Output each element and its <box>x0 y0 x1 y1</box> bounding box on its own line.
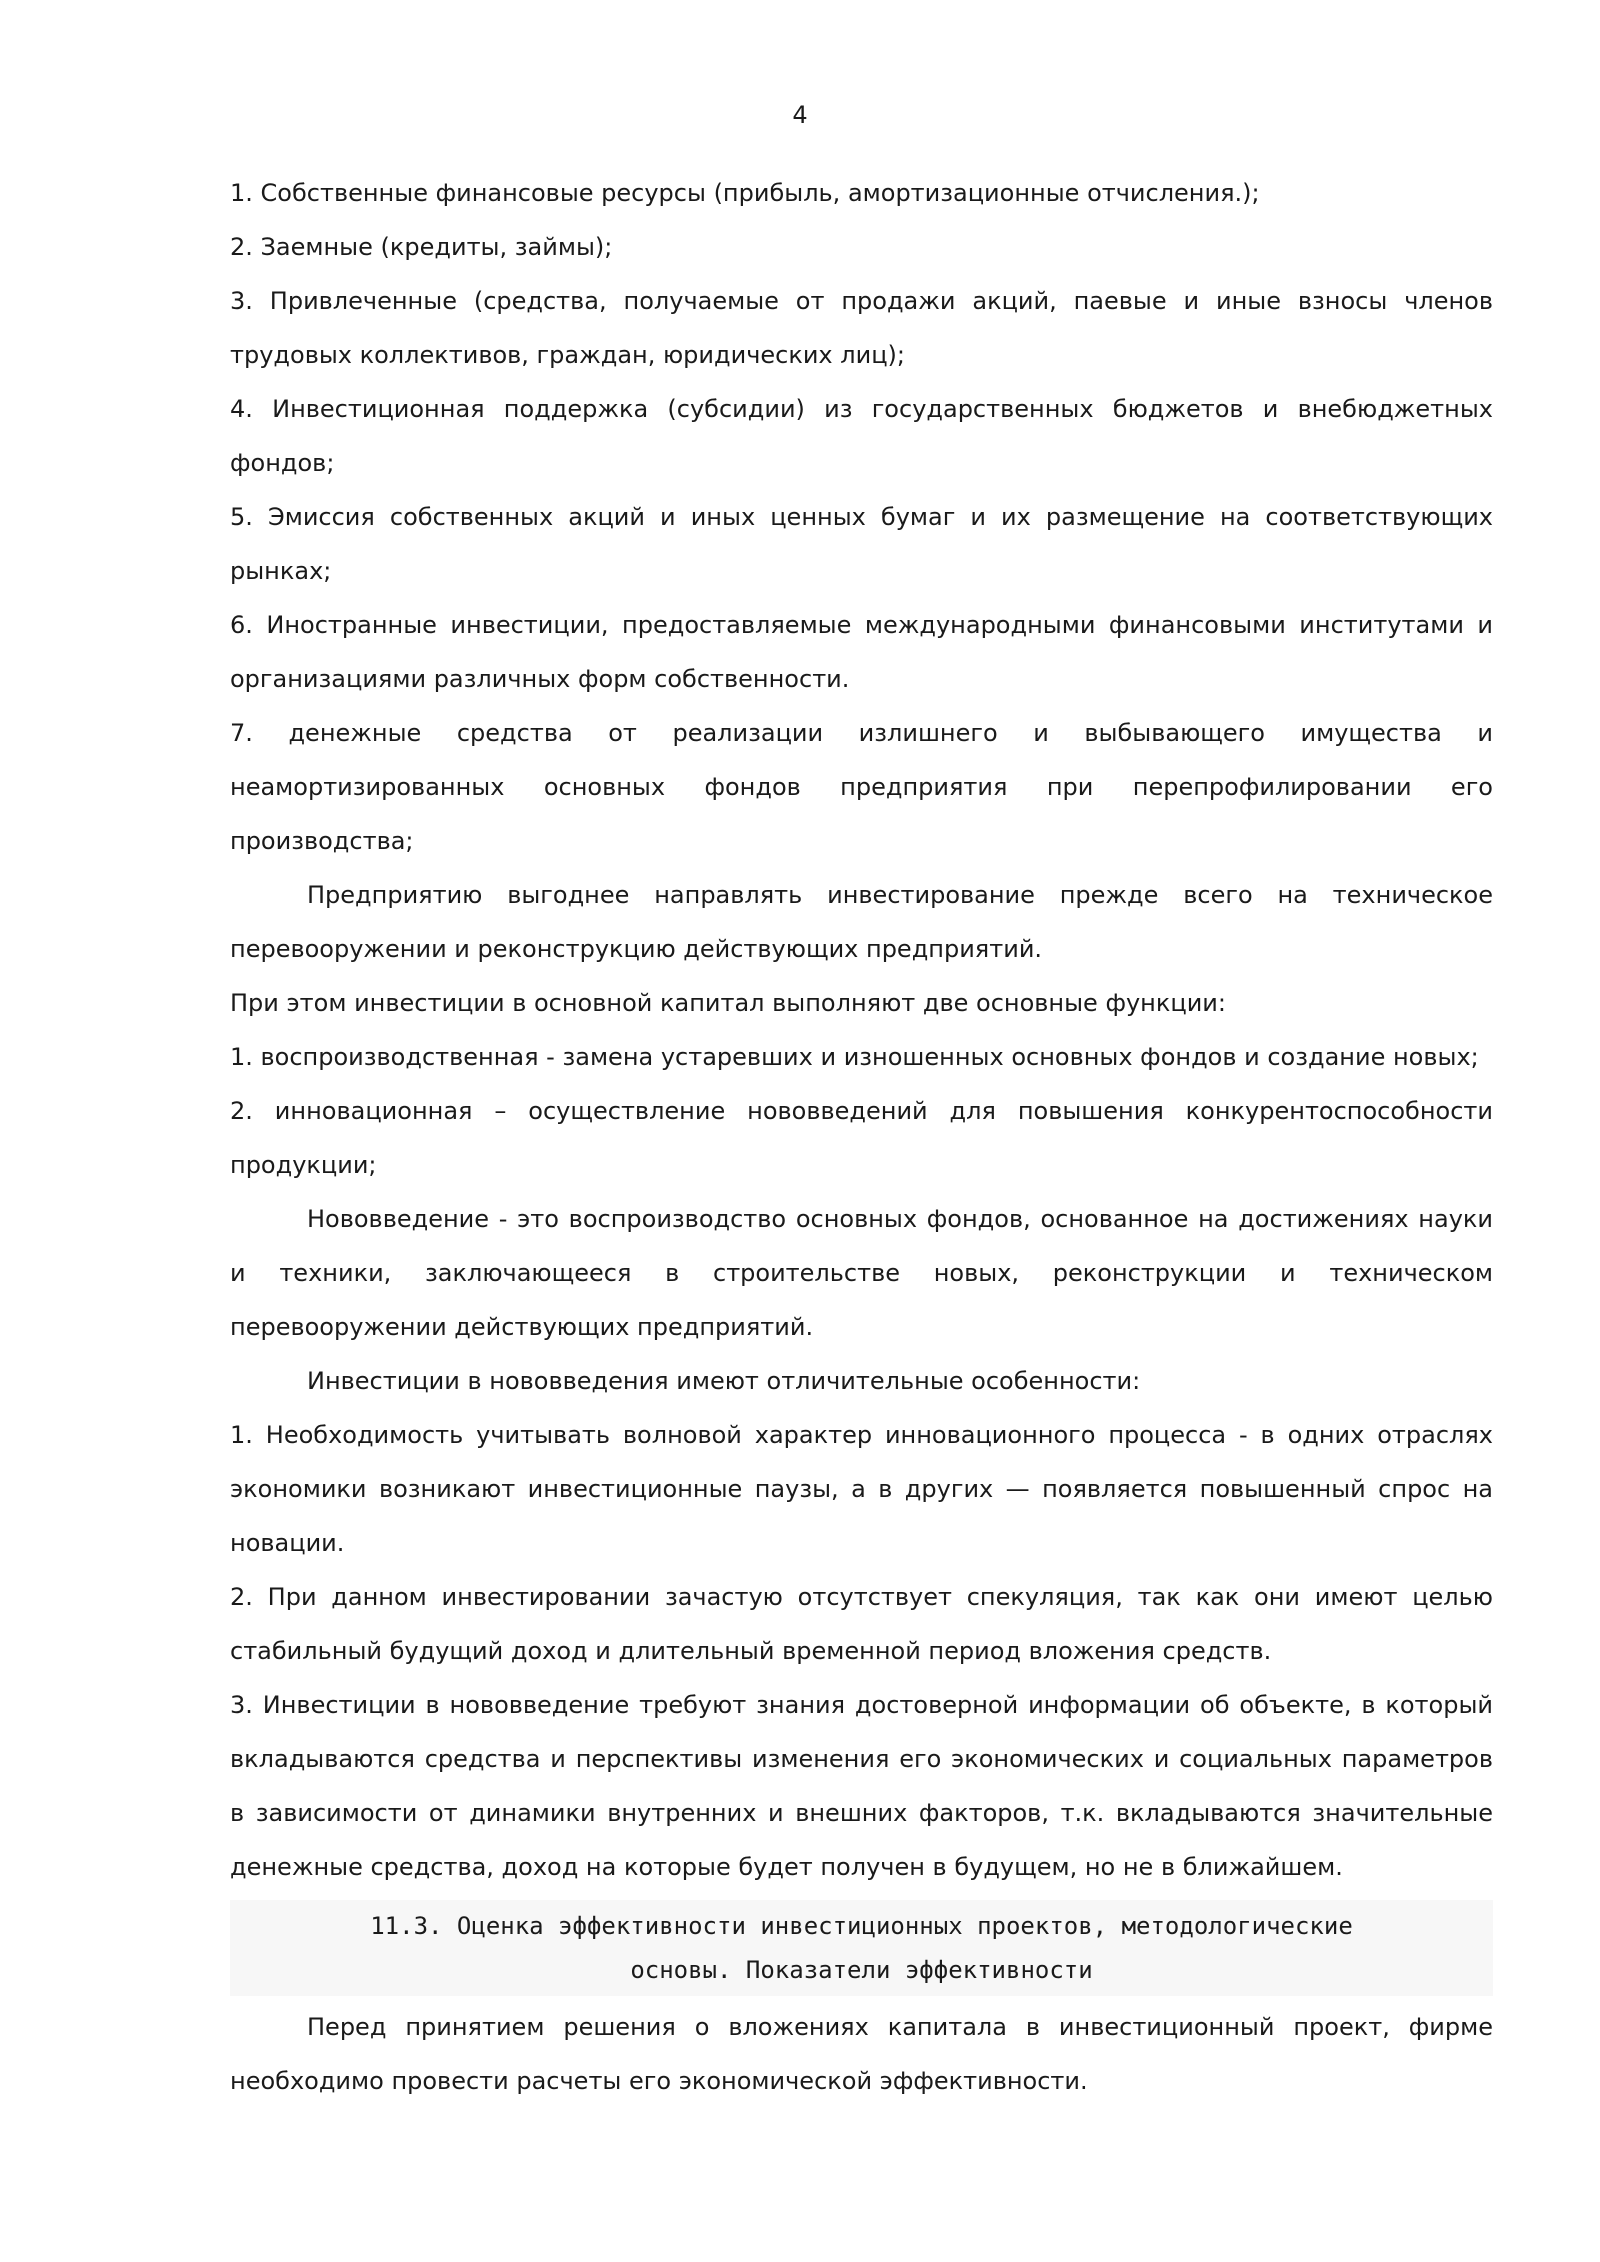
paragraph: 3. Привлеченные (средства, получаемые от продажи акций, паевые и иные взносы членов трудовых коллективов, граждан, юридических лиц); <box>230 287 1493 369</box>
paragraph-group-bottom <box>230 2000 1493 2108</box>
paragraph: Инвестиции в нововведения имеют отличительные особенности: <box>307 1367 1141 1395</box>
paragraph: 7. денежные средства от реализации излишнего и выбывающего имущества и неамортизированных основных фондов предприятия при перепрофилировании его производства; <box>230 719 1493 855</box>
paragraph: 2. Заемные (кредиты, займы); <box>230 233 613 261</box>
paragraph: Предприятию выгоднее направлять инвестирование прежде всего на техническое перевооружении и реконструкцию действующих предприятий. <box>230 881 1493 963</box>
paragraph: 6. Иностранные инвестиции, предоставляемые международными финансовыми институтами и организациями различных форм собственности. <box>230 611 1493 693</box>
paragraph-group-top <box>230 166 1493 1894</box>
page-number: 4 <box>792 101 808 129</box>
paragraph: 4. Инвестиционная поддержка (субсидии) из государственных бюджетов и внебюджетных фондов; <box>230 395 1493 477</box>
paragraph: Перед принятием решения о вложениях капитала в инвестиционный проект, фирме необходимо провести расчеты его экономической эффективности. <box>230 2013 1493 2095</box>
section-heading-line-1: 11.3. Оценка эффективности инвестиционных проектов, методологические <box>370 1912 1353 1940</box>
document-body <box>230 166 1493 2108</box>
paragraph: 1. Необходимость учитывать волновой характер инновационного процесса - в одних отраслях экономики возникают инвестиционные паузы, а в других — появляется повышенный спрос на новации. <box>230 1421 1493 1557</box>
section-heading-line-2: основы. Показатели эффективности <box>630 1956 1093 1984</box>
paragraph: 2. инновационная – осуществление нововведений для повышения конкурентоспособности продукции; <box>230 1097 1493 1179</box>
section-heading <box>230 1900 1493 1996</box>
paragraph: 1. воспроизводственная - замена устаревших и изношенных основных фондов и создание новых; <box>230 1043 1479 1071</box>
paragraph: Нововведение - это воспроизводство основных фондов, основанное на достижениях науки и техники, заключающееся в строительстве новых, реконструкции и техническом перевооружении действующих предприятий. <box>230 1205 1493 1341</box>
paragraph: 5. Эмиссия собственных акций и иных ценных бумаг и их размещение на соответствующих рынках; <box>230 503 1493 585</box>
paragraph: 3. Инвестиции в нововведение требуют знания достоверной информации об объекте, в который вкладываются средства и перспективы изменения его экономических и социальных параметров в зависимости от динамики внутренних и внешних факторов, т.к. вкладываются значительные денежные средства, доход на которые будет получен в будущем, но не в ближайшем. <box>230 1691 1493 1881</box>
paragraph: При этом инвестиции в основной капитал выполняют две основные функции: <box>230 989 1226 1017</box>
paragraph: 1. Собственные финансовые ресурсы (прибыль, амортизационные отчисления.); <box>230 179 1260 207</box>
paragraph: 2. При данном инвестировании зачастую отсутствует спекуляция, так как они имеют целью стабильный будущий доход и длительный временной период вложения средств. <box>230 1583 1493 1665</box>
